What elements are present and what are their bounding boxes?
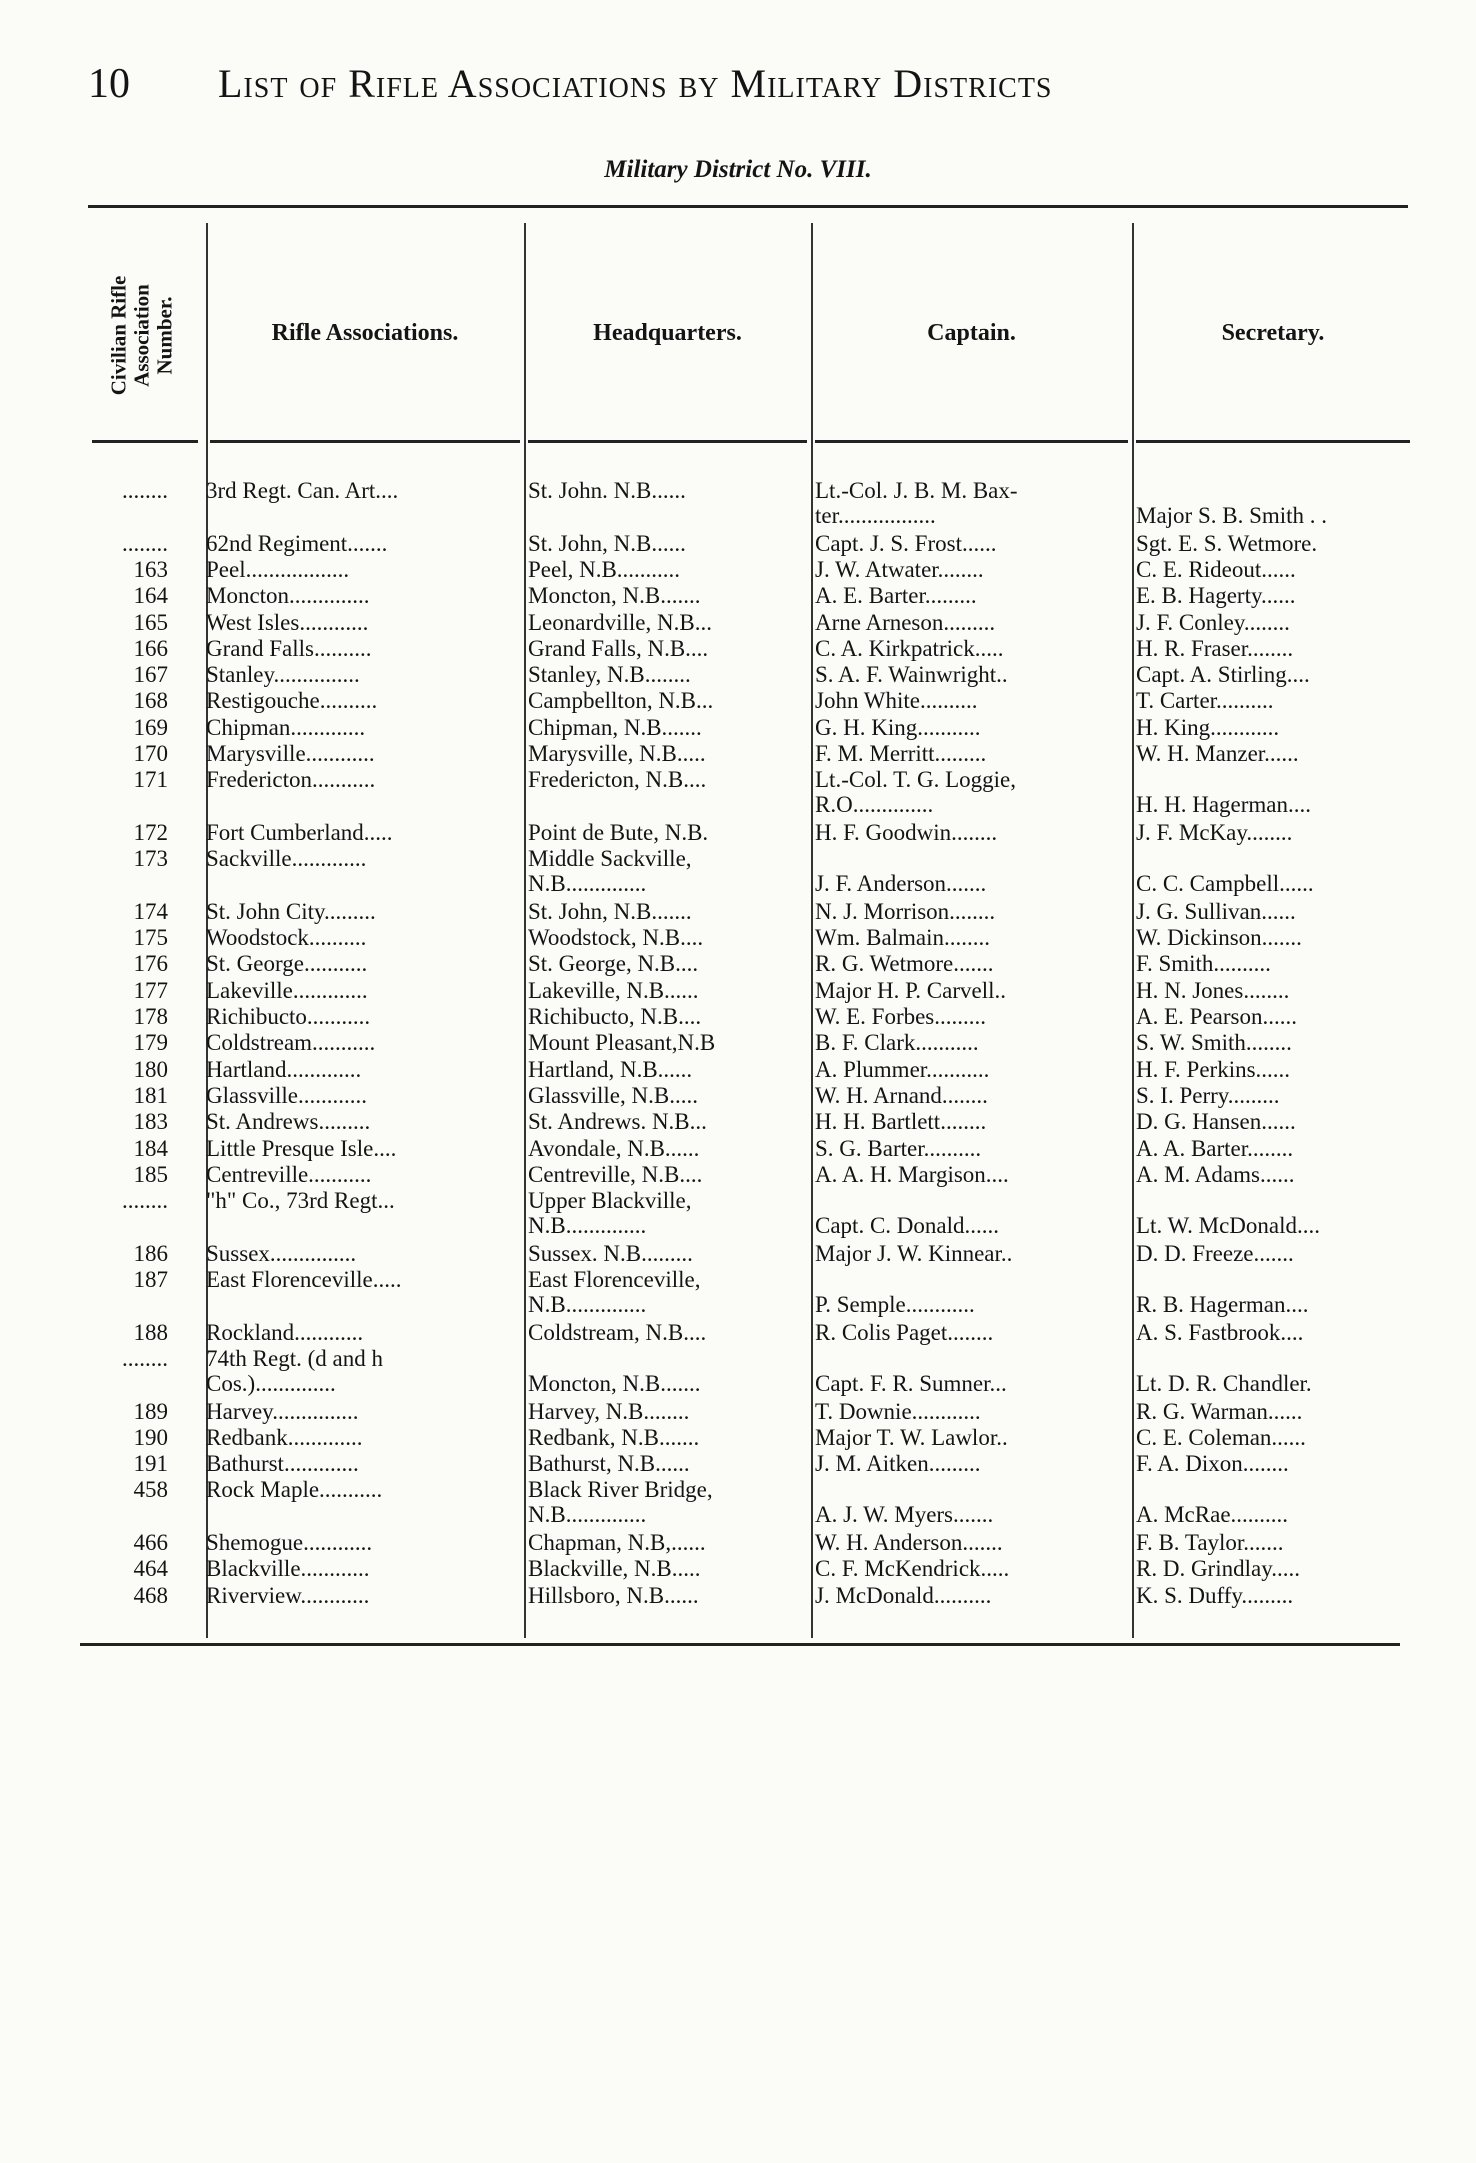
row-captain: Lt.-Col. J. B. M. Bax- ter................. — [815, 478, 1018, 528]
row-captain: Capt. F. R. Sumner... — [815, 1370, 1007, 1396]
row-number: 169 — [133, 714, 168, 740]
row-headquarters: St. George, N.B.... — [528, 951, 699, 977]
row-number: 173 — [133, 846, 168, 872]
row-headquarters: Marysville, N.B..... — [528, 741, 706, 766]
row-captain: W. H. Anderson....... — [815, 1530, 1003, 1555]
table-row — [0, 557, 1476, 583]
row-captain: A. J. W. Myers....... — [815, 1502, 994, 1528]
row-headquarters: Stanley, N.B........ — [528, 662, 691, 688]
row-secretary: F. B. Taylor....... — [1136, 1530, 1284, 1555]
row-number: 168 — [133, 688, 168, 714]
column-header-association: Rifle Associations. — [271, 320, 459, 346]
row-captain: Arne Arneson......... — [815, 609, 996, 635]
row-association: "h" Co., 73rd Regt... — [206, 1188, 395, 1214]
row-number: 466 — [133, 1530, 168, 1555]
row-headquarters: Black River Bridge, N.B.............. — [528, 1477, 713, 1528]
row-captain: Capt. J. S. Frost...... — [815, 530, 997, 556]
row-secretary: C. C. Campbell...... — [1136, 871, 1314, 897]
row-headquarters: Sussex. N.B......... — [528, 1240, 693, 1266]
row-number: 190 — [133, 1424, 168, 1450]
row-number: 189 — [133, 1398, 168, 1424]
row-association: Coldstream........... — [206, 1030, 376, 1056]
row-secretary: F. A. Dixon........ — [1136, 1451, 1289, 1477]
table-row — [0, 1083, 1476, 1109]
column-header-headquarters: Headquarters. — [593, 320, 742, 346]
row-number: 184 — [133, 1135, 168, 1161]
table-row — [0, 1425, 1476, 1451]
row-number: 166 — [133, 635, 168, 661]
row-number: 188 — [133, 1319, 168, 1345]
row-association: Lakeville............. — [206, 977, 368, 1003]
row-association: Rockland............ — [206, 1319, 364, 1345]
row-secretary: R. D. Grindlay..... — [1136, 1556, 1300, 1582]
page-number: 10 — [88, 61, 130, 107]
row-captain: C. A. Kirkpatrick..... — [815, 635, 1004, 661]
row-number: 187 — [133, 1267, 168, 1292]
row-secretary: J. F. Conley........ — [1136, 609, 1290, 635]
row-number: 185 — [133, 1161, 168, 1187]
table-row — [0, 899, 1476, 925]
row-headquarters: Grand Falls, N.B.... — [528, 635, 709, 661]
row-association: Bathurst............. — [206, 1451, 359, 1477]
row-secretary: S. W. Smith........ — [1136, 1030, 1292, 1056]
row-headquarters: Upper Blackville, N.B.............. — [528, 1188, 692, 1239]
column-header-secretary: Secretary. — [1221, 320, 1325, 346]
row-secretary: K. S. Duffy......... — [1136, 1582, 1294, 1608]
row-captain: R. G. Wetmore....... — [815, 951, 994, 977]
row-number: ........ — [122, 530, 168, 556]
row-association: Sussex............... — [206, 1240, 357, 1266]
table-row — [0, 583, 1476, 609]
row-association: Rock Maple........... — [206, 1477, 383, 1503]
row-association: Hartland............. — [206, 1056, 362, 1082]
row-association: 3rd Regt. Can. Art.... — [206, 478, 399, 503]
table-row — [0, 1399, 1476, 1425]
row-captain: Lt.-Col. T. G. Loggie, R.O.............. — [815, 767, 1017, 818]
row-secretary: S. I. Perry......... — [1136, 1082, 1280, 1108]
row-headquarters: St. Andrews. N.B... — [528, 1109, 707, 1135]
district-title: Military District No. VIII. — [604, 156, 872, 183]
row-number: 191 — [133, 1451, 168, 1477]
bottom-rule — [80, 1643, 1400, 1646]
row-association: Chipman............. — [206, 714, 366, 740]
row-captain: F. M. Merritt......... — [815, 741, 987, 766]
row-association: Moncton.............. — [206, 583, 370, 609]
row-headquarters: Chipman, N.B....... — [528, 714, 702, 740]
row-association: East Florenceville..... — [206, 1267, 402, 1292]
row-captain: P. Semple............ — [815, 1292, 975, 1317]
row-number: ........ — [122, 1188, 168, 1214]
table-row — [0, 688, 1476, 714]
row-captain: W. H. Arnand........ — [815, 1082, 988, 1108]
table-row — [0, 1162, 1476, 1188]
row-secretary: J. G. Sullivan...... — [1136, 898, 1296, 924]
row-number: 174 — [133, 898, 168, 924]
row-captain: Major J. W. Kinnear.. — [815, 1240, 1013, 1266]
row-secretary: H. N. Jones........ — [1136, 977, 1290, 1003]
row-secretary: J. F. McKay........ — [1136, 819, 1293, 845]
row-captain: G. H. King........... — [815, 714, 981, 740]
row-headquarters: St. John, N.B....... — [528, 898, 692, 924]
row-association: St. Andrews......... — [206, 1109, 371, 1135]
row-secretary: H. F. Perkins...... — [1136, 1056, 1291, 1082]
row-secretary: A. McRae.......... — [1136, 1502, 1289, 1528]
row-secretary: W. Dickinson....... — [1136, 925, 1302, 951]
row-number: 468 — [133, 1582, 168, 1608]
table-row — [0, 767, 1476, 820]
row-association: St. George........... — [206, 951, 368, 977]
row-headquarters: Fredericton, N.B.... — [528, 767, 707, 793]
row-captain: Capt. C. Donald...... — [815, 1213, 999, 1239]
row-secretary: Capt. A. Stirling.... — [1136, 662, 1310, 688]
row-headquarters: St. John. N.B...... — [528, 478, 686, 503]
row-captain: A. E. Barter......... — [815, 583, 977, 609]
row-captain: A. Plummer........... — [815, 1056, 990, 1082]
table-row — [0, 1451, 1476, 1477]
row-secretary: D. D. Freeze....... — [1136, 1240, 1294, 1266]
row-captain: Major H. P. Carvell.. — [815, 977, 1007, 1003]
table-row — [0, 531, 1476, 557]
row-headquarters: St. John, N.B...... — [528, 530, 686, 556]
row-association: Richibucto........... — [206, 1004, 371, 1029]
row-secretary: A. S. Fastbrook.... — [1136, 1319, 1304, 1345]
row-association: Sackville............. — [206, 846, 367, 872]
table-row — [0, 1030, 1476, 1056]
row-captain: W. E. Forbes......... — [815, 1004, 987, 1029]
row-captain: A. A. H. Margison.... — [815, 1161, 1009, 1187]
row-headquarters: Point de Bute, N.B. — [528, 819, 709, 845]
table-row — [0, 1477, 1476, 1530]
table-row — [0, 1267, 1476, 1320]
row-association: Riverview............ — [206, 1582, 370, 1608]
row-captain: B. F. Clark........... — [815, 1030, 979, 1056]
row-secretary: Sgt. E. S. Wetmore. — [1136, 530, 1318, 556]
row-captain: John White.......... — [815, 688, 978, 714]
row-captain: R. Colis Paget........ — [815, 1319, 994, 1345]
table-row — [0, 925, 1476, 951]
row-association: Grand Falls.......... — [206, 635, 372, 661]
row-headquarters: Chapman, N.B,...... — [528, 1530, 706, 1555]
row-association: Restigouche.......... — [206, 688, 378, 714]
row-number: 171 — [133, 767, 168, 793]
row-number: ........ — [122, 478, 168, 503]
row-number: 165 — [133, 609, 168, 635]
row-headquarters: Harvey, N.B........ — [528, 1398, 690, 1424]
table-row — [0, 1556, 1476, 1582]
row-number: 177 — [133, 977, 168, 1003]
row-secretary: H. R. Fraser........ — [1136, 635, 1294, 661]
row-secretary: Lt. W. McDonald.... — [1136, 1213, 1320, 1239]
row-association: St. John City......... — [206, 898, 376, 924]
row-association: Harvey............... — [206, 1398, 359, 1424]
row-headquarters: Woodstock, N.B.... — [528, 925, 704, 951]
row-headquarters: Hillsboro, N.B...... — [528, 1582, 699, 1608]
table-row — [0, 741, 1476, 767]
row-association: Stanley............... — [206, 662, 360, 688]
table-row — [0, 1346, 1476, 1399]
row-captain: S. G. Barter.......... — [815, 1135, 982, 1161]
row-headquarters: Moncton, N.B....... — [528, 583, 701, 609]
row-secretary: A. E. Pearson...... — [1136, 1004, 1297, 1029]
row-association: 62nd Regiment....... — [206, 530, 388, 556]
row-number: 183 — [133, 1109, 168, 1135]
row-captain: C. F. McKendrick..... — [815, 1556, 1010, 1582]
row-number: 163 — [133, 556, 168, 582]
row-headquarters: Moncton, N.B....... — [528, 1370, 701, 1396]
row-headquarters: Hartland, N.B...... — [528, 1056, 693, 1082]
table-row — [0, 1530, 1476, 1556]
row-secretary: R. G. Warman...... — [1136, 1398, 1303, 1424]
row-captain: H. F. Goodwin........ — [815, 819, 998, 845]
row-captain: J. M. Aitken......... — [815, 1451, 981, 1477]
table-row — [0, 610, 1476, 636]
table-row — [0, 846, 1476, 899]
row-headquarters: Richibucto, N.B.... — [528, 1004, 702, 1029]
row-number: 179 — [133, 1030, 168, 1056]
table-row — [0, 662, 1476, 688]
row-secretary: T. Carter.......... — [1136, 688, 1274, 714]
row-number: 181 — [133, 1082, 168, 1108]
row-number: 170 — [133, 741, 168, 766]
row-headquarters: Bathurst, N.B...... — [528, 1451, 690, 1477]
row-secretary: Major S. B. Smith . . — [1136, 503, 1328, 528]
row-captain: H. H. Bartlett........ — [815, 1109, 987, 1135]
row-captain: Wm. Balmain........ — [815, 925, 991, 951]
row-secretary: F. Smith.......... — [1136, 951, 1271, 977]
row-association: Blackville............ — [206, 1556, 370, 1582]
row-number: 164 — [133, 583, 168, 609]
table-row — [0, 951, 1476, 977]
row-association: Woodstock.......... — [206, 925, 367, 951]
row-number: ........ — [122, 1345, 168, 1371]
column-header-number-label: Civilian Rifle Association Number. — [106, 275, 177, 395]
row-secretary: A. A. Barter........ — [1136, 1135, 1294, 1161]
table-row — [0, 1136, 1476, 1162]
row-secretary: H. King............ — [1136, 714, 1280, 740]
row-headquarters: Leonardville, N.B... — [528, 609, 712, 635]
row-association: Fort Cumberland..... — [206, 819, 393, 845]
row-headquarters: Lakeville, N.B...... — [528, 977, 699, 1003]
row-association: Redbank............. — [206, 1424, 363, 1450]
row-number: 172 — [133, 819, 168, 845]
row-secretary: C. E. Coleman...... — [1136, 1424, 1306, 1450]
row-number: 458 — [133, 1477, 168, 1503]
row-association: Marysville............ — [206, 741, 375, 766]
row-captain: S. A. F. Wainwright.. — [815, 662, 1008, 688]
row-secretary: H. H. Hagerman.... — [1136, 792, 1312, 818]
row-number: 178 — [133, 1004, 168, 1029]
row-captain: Major T. W. Lawlor.. — [815, 1424, 1008, 1450]
row-secretary: A. M. Adams...... — [1136, 1161, 1295, 1187]
table-row — [0, 1241, 1476, 1267]
row-headquarters: Peel, N.B........... — [528, 556, 681, 582]
row-captain: N. J. Morrison........ — [815, 898, 996, 924]
row-headquarters: Mount Pleasant,N.B — [528, 1030, 716, 1056]
running-head: List of Rifle Associations by Military Districts — [218, 61, 1053, 106]
row-headquarters: Centreville, N.B.... — [528, 1161, 703, 1187]
row-number: 186 — [133, 1240, 168, 1266]
table-row — [0, 1004, 1476, 1030]
row-association: Centreville........... — [206, 1161, 372, 1187]
row-association: Shemogue............ — [206, 1530, 373, 1555]
row-headquarters: Avondale, N.B...... — [528, 1135, 700, 1161]
row-secretary: E. B. Hagerty...... — [1136, 583, 1296, 609]
row-association: Glassville............ — [206, 1082, 367, 1108]
table-row — [0, 978, 1476, 1004]
row-headquarters: East Florenceville, N.B.............. — [528, 1267, 701, 1317]
row-number: 167 — [133, 662, 168, 688]
row-captain: J. W. Atwater........ — [815, 556, 984, 582]
row-captain: J. F. Anderson....... — [815, 871, 987, 897]
table-row — [0, 636, 1476, 662]
table-row — [0, 1583, 1476, 1609]
row-number: 180 — [133, 1056, 168, 1082]
row-secretary: C. E. Rideout...... — [1136, 556, 1296, 582]
row-headquarters: Middle Sackville, N.B.............. — [528, 846, 692, 897]
row-number: 175 — [133, 925, 168, 951]
column-header-captain: Captain. — [927, 320, 1016, 346]
row-association: Little Presque Isle.... — [206, 1135, 397, 1161]
row-secretary: R. B. Hagerman.... — [1136, 1292, 1309, 1317]
row-number: 176 — [133, 951, 168, 977]
table-row — [0, 1057, 1476, 1083]
row-secretary: D. G. Hansen...... — [1136, 1109, 1296, 1135]
row-captain: T. Downie............ — [815, 1398, 981, 1424]
row-captain: J. McDonald.......... — [815, 1582, 992, 1608]
row-number: 464 — [133, 1556, 168, 1582]
table-row — [0, 1188, 1476, 1241]
table-row — [0, 478, 1476, 531]
row-association: Peel.................. — [206, 556, 350, 582]
row-association: Fredericton........... — [206, 767, 376, 793]
row-headquarters: Redbank, N.B....... — [528, 1424, 700, 1450]
row-headquarters: Glassville, N.B..... — [528, 1082, 698, 1108]
table-row — [0, 1109, 1476, 1135]
row-headquarters: Campbellton, N.B... — [528, 688, 714, 714]
table-row — [0, 1320, 1476, 1346]
table-row — [0, 820, 1476, 846]
row-association: West Isles............ — [206, 609, 369, 635]
row-association: 74th Regt. (d and h Cos.).............. — [206, 1345, 383, 1396]
table-row — [0, 715, 1476, 741]
row-headquarters: Coldstream, N.B.... — [528, 1319, 707, 1345]
row-secretary: Lt. D. R. Chandler. — [1136, 1370, 1312, 1396]
row-secretary: W. H. Manzer...... — [1136, 741, 1299, 766]
row-headquarters: Blackville, N.B..... — [528, 1556, 701, 1582]
